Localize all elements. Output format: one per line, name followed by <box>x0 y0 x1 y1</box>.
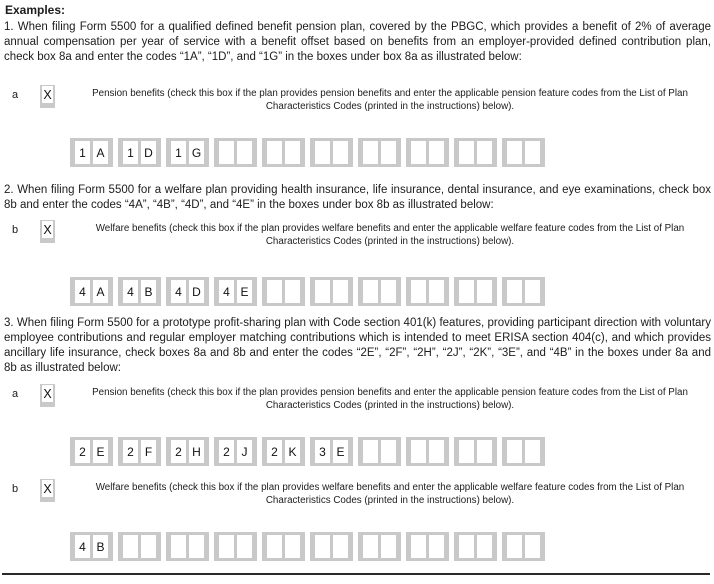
code-box-cell[interactable] <box>459 141 474 164</box>
code-box-pair <box>454 532 497 561</box>
code-box-cell[interactable] <box>333 535 348 558</box>
code-box-cell[interactable]: 4 <box>75 535 90 558</box>
code-box-cell[interactable]: F <box>141 440 156 463</box>
code-box-cell[interactable]: K <box>285 440 300 463</box>
code-box-cell[interactable]: E <box>93 440 108 463</box>
code-box-cell[interactable] <box>459 535 474 558</box>
code-box-cell[interactable] <box>189 535 204 558</box>
item-letter-b: b <box>12 483 19 495</box>
code-box-pair <box>70 532 113 561</box>
code-box-pair <box>358 277 401 306</box>
bottom-divider <box>2 573 710 575</box>
code-box-cell[interactable]: 2 <box>219 440 234 463</box>
code-box-cell[interactable] <box>123 535 138 558</box>
code-box-cell[interactable] <box>459 280 474 303</box>
code-box-cell[interactable] <box>525 535 540 558</box>
code-box-cell[interactable] <box>381 535 396 558</box>
code-box-cell[interactable] <box>237 141 252 164</box>
example-3-paragraph: 3. When filing Form 5500 for a prototype profit-sharing plan with Code section 401(k) features, providing participant direction with voluntary employee contributions and regular employer matching contributions which is intended to meet ERISA section 404(c), and which provides ancillary life insurance, check boxes 8a and 8b and enter the codes “2E”, “2F”, “2H”, “2J”, “2K”, “3E”, and “4B” in the boxes under 8a and 8b as illustrated below: <box>4 317 711 374</box>
code-box-cell[interactable] <box>507 280 522 303</box>
code-box-cell[interactable]: 4 <box>219 280 234 303</box>
code-box-cell[interactable]: A <box>93 141 108 164</box>
checkbox-x-mark: X <box>43 386 52 401</box>
code-box-pair <box>262 138 305 167</box>
code-box-cell[interactable] <box>285 280 300 303</box>
code-box-pair <box>214 532 257 561</box>
code-box-pair <box>310 532 353 561</box>
code-box-row-8a-example1 <box>70 138 550 167</box>
code-box-pair <box>454 437 497 466</box>
example-2-paragraph: 2. When filing Form 5500 for a welfare plan providing health insurance, life insurance, dental insurance, and eye examinations, check box 8b and enter the codes “4A”, “4B”, “4D”, and “4E” in the boxes under box 8b as illustrated below: <box>4 184 711 211</box>
code-box-cell[interactable]: J <box>237 440 252 463</box>
code-box-pair <box>118 138 161 167</box>
code-box-cell[interactable] <box>507 141 522 164</box>
code-box-cell[interactable] <box>141 535 156 558</box>
code-box-cell[interactable] <box>429 440 444 463</box>
code-box-cell[interactable] <box>171 535 186 558</box>
code-box-cell[interactable]: E <box>237 280 252 303</box>
code-box-pair <box>214 437 257 466</box>
code-box-pair <box>502 277 545 306</box>
code-box-cell[interactable] <box>381 280 396 303</box>
code-box-cell[interactable] <box>315 535 330 558</box>
code-box-pair <box>70 138 113 167</box>
code-box-pair <box>70 277 113 306</box>
code-box-pair <box>358 532 401 561</box>
checkbox-x-mark: X <box>43 87 52 102</box>
code-box-cell[interactable] <box>477 535 492 558</box>
pension-benefits-description: Pension benefits (check this box if the plan provides pension benefits and enter the applicable pension feature codes from the List of Plan Characteristics Codes (printed in the instructions) below). <box>92 88 688 112</box>
code-box-cell[interactable]: 1 <box>123 141 138 164</box>
code-box-pair <box>166 437 209 466</box>
code-box-cell[interactable]: G <box>189 141 204 164</box>
example-1-paragraph: 1. When filing Form 5500 for a qualified defined benefit pension plan, covered by the PBGC, which provides a benefit of 2% of average annual compensation per year of service with a benefit offset based on benefits from an employer-provided defined contribution plan, check box 8a and enter the codes “1A”, “1D”, and “1G” in the boxes under box 8a as illustrated below: <box>4 21 711 63</box>
welfare-benefits-description: Welfare benefits (check this box if the plan provides welfare benefits and enter the applicable welfare feature codes from the List of Plan Characteristics Codes (printed in the instructions) below). <box>95 482 685 506</box>
code-box-cell[interactable] <box>237 535 252 558</box>
code-box-pair <box>502 437 545 466</box>
code-box-cell[interactable] <box>411 280 426 303</box>
item-letter-a: a <box>12 89 19 101</box>
code-box-pair <box>166 277 209 306</box>
code-box-cell[interactable] <box>507 535 522 558</box>
code-box-cell[interactable] <box>267 141 282 164</box>
code-box-cell[interactable] <box>477 280 492 303</box>
welfare-benefits-description: Welfare benefits (check this box if the plan provides welfare benefits and enter the applicable welfare feature codes from the List of Plan Characteristics Codes (printed in the instructions) below). <box>95 223 685 247</box>
code-box-pair <box>406 277 449 306</box>
code-box-cell[interactable] <box>459 440 474 463</box>
code-box-pair <box>214 138 257 167</box>
code-box-cell[interactable] <box>363 440 378 463</box>
code-box-cell[interactable] <box>315 280 330 303</box>
code-box-cell[interactable] <box>507 440 522 463</box>
item-letter-a: a <box>12 388 19 400</box>
code-box-cell[interactable]: B <box>93 535 108 558</box>
code-box-pair <box>502 138 545 167</box>
code-box-cell[interactable] <box>381 141 396 164</box>
code-box-cell[interactable] <box>411 141 426 164</box>
checkbox-row-8a-example3 <box>0 384 714 418</box>
code-box-pair <box>166 532 209 561</box>
code-box-pair <box>406 532 449 561</box>
code-box-cell[interactable] <box>381 440 396 463</box>
code-box-cell[interactable]: 4 <box>171 280 186 303</box>
code-box-pair <box>262 532 305 561</box>
code-box-cell[interactable]: 1 <box>171 141 186 164</box>
code-box-pair <box>166 138 209 167</box>
code-box-cell[interactable]: 2 <box>75 440 90 463</box>
code-box-pair <box>262 277 305 306</box>
checkbox-8a-pension[interactable] <box>40 85 55 108</box>
checkbox-8a-pension[interactable] <box>40 384 55 407</box>
item-letter-b: b <box>12 224 19 236</box>
code-box-pair <box>358 138 401 167</box>
code-box-pair <box>406 138 449 167</box>
code-box-pair <box>70 437 113 466</box>
code-box-pair <box>214 277 257 306</box>
code-box-cell[interactable]: 2 <box>267 440 282 463</box>
code-box-pair <box>310 437 353 466</box>
checkbox-8b-welfare[interactable] <box>40 220 55 243</box>
code-box-cell[interactable] <box>429 141 444 164</box>
code-box-pair <box>118 277 161 306</box>
code-box-cell[interactable]: B <box>141 280 156 303</box>
code-box-cell[interactable] <box>477 440 492 463</box>
code-box-cell[interactable]: D <box>189 280 204 303</box>
checkbox-x-mark: X <box>43 481 52 496</box>
code-box-pair <box>454 277 497 306</box>
code-box-cell[interactable] <box>219 535 234 558</box>
checkbox-x-mark: X <box>43 222 52 237</box>
code-box-cell[interactable]: 3 <box>315 440 330 463</box>
code-box-row-8b-example3-codes <box>70 532 550 561</box>
code-box-cell[interactable] <box>219 141 234 164</box>
code-box-pair <box>358 437 401 466</box>
checkbox-row-8b-example3 <box>0 479 714 513</box>
code-box-cell[interactable]: 1 <box>75 141 90 164</box>
code-box-pair <box>310 138 353 167</box>
code-box-cell[interactable] <box>411 535 426 558</box>
code-box-cell[interactable] <box>285 535 300 558</box>
code-box-cell[interactable]: A <box>93 280 108 303</box>
code-box-pair <box>310 277 353 306</box>
code-box-cell[interactable]: 2 <box>123 440 138 463</box>
code-box-cell[interactable] <box>429 280 444 303</box>
code-box-cell[interactable]: 4 <box>123 280 138 303</box>
code-box-cell[interactable] <box>267 280 282 303</box>
code-box-cell[interactable] <box>429 535 444 558</box>
code-box-row-8b-example2 <box>70 277 550 306</box>
code-box-cell[interactable] <box>363 280 378 303</box>
code-box-cell[interactable] <box>363 141 378 164</box>
checkbox-8b-welfare[interactable] <box>40 479 55 502</box>
code-box-pair <box>118 437 161 466</box>
code-box-cell[interactable] <box>333 141 348 164</box>
examples-heading: Examples: <box>5 3 66 17</box>
pension-benefits-description: Pension benefits (check this box if the plan provides pension benefits and enter the applicable pension feature codes from the List of Plan Characteristics Codes (printed in the instructions) below). <box>92 387 688 411</box>
code-box-cell[interactable] <box>333 280 348 303</box>
code-box-pair <box>262 437 305 466</box>
checkbox-row-8b-example2 <box>0 220 714 254</box>
code-box-cell[interactable]: 2 <box>171 440 186 463</box>
code-box-pair <box>454 138 497 167</box>
code-box-cell[interactable] <box>267 535 282 558</box>
code-box-pair <box>118 532 161 561</box>
code-box-cell[interactable] <box>411 440 426 463</box>
code-box-cell[interactable] <box>525 280 540 303</box>
code-box-cell[interactable] <box>477 141 492 164</box>
code-box-cell[interactable]: H <box>189 440 204 463</box>
code-box-cell[interactable]: E <box>333 440 348 463</box>
code-box-pair <box>406 437 449 466</box>
code-box-cell[interactable] <box>363 535 378 558</box>
code-box-cell[interactable]: D <box>141 141 156 164</box>
code-box-row-8a-example3 <box>70 437 550 466</box>
checkbox-row-8a-example1 <box>0 85 714 119</box>
code-box-cell[interactable] <box>525 141 540 164</box>
code-box-cell[interactable] <box>315 141 330 164</box>
code-box-cell[interactable]: 4 <box>75 280 90 303</box>
code-box-cell[interactable] <box>285 141 300 164</box>
code-box-pair <box>502 532 545 561</box>
code-box-cell[interactable] <box>525 440 540 463</box>
